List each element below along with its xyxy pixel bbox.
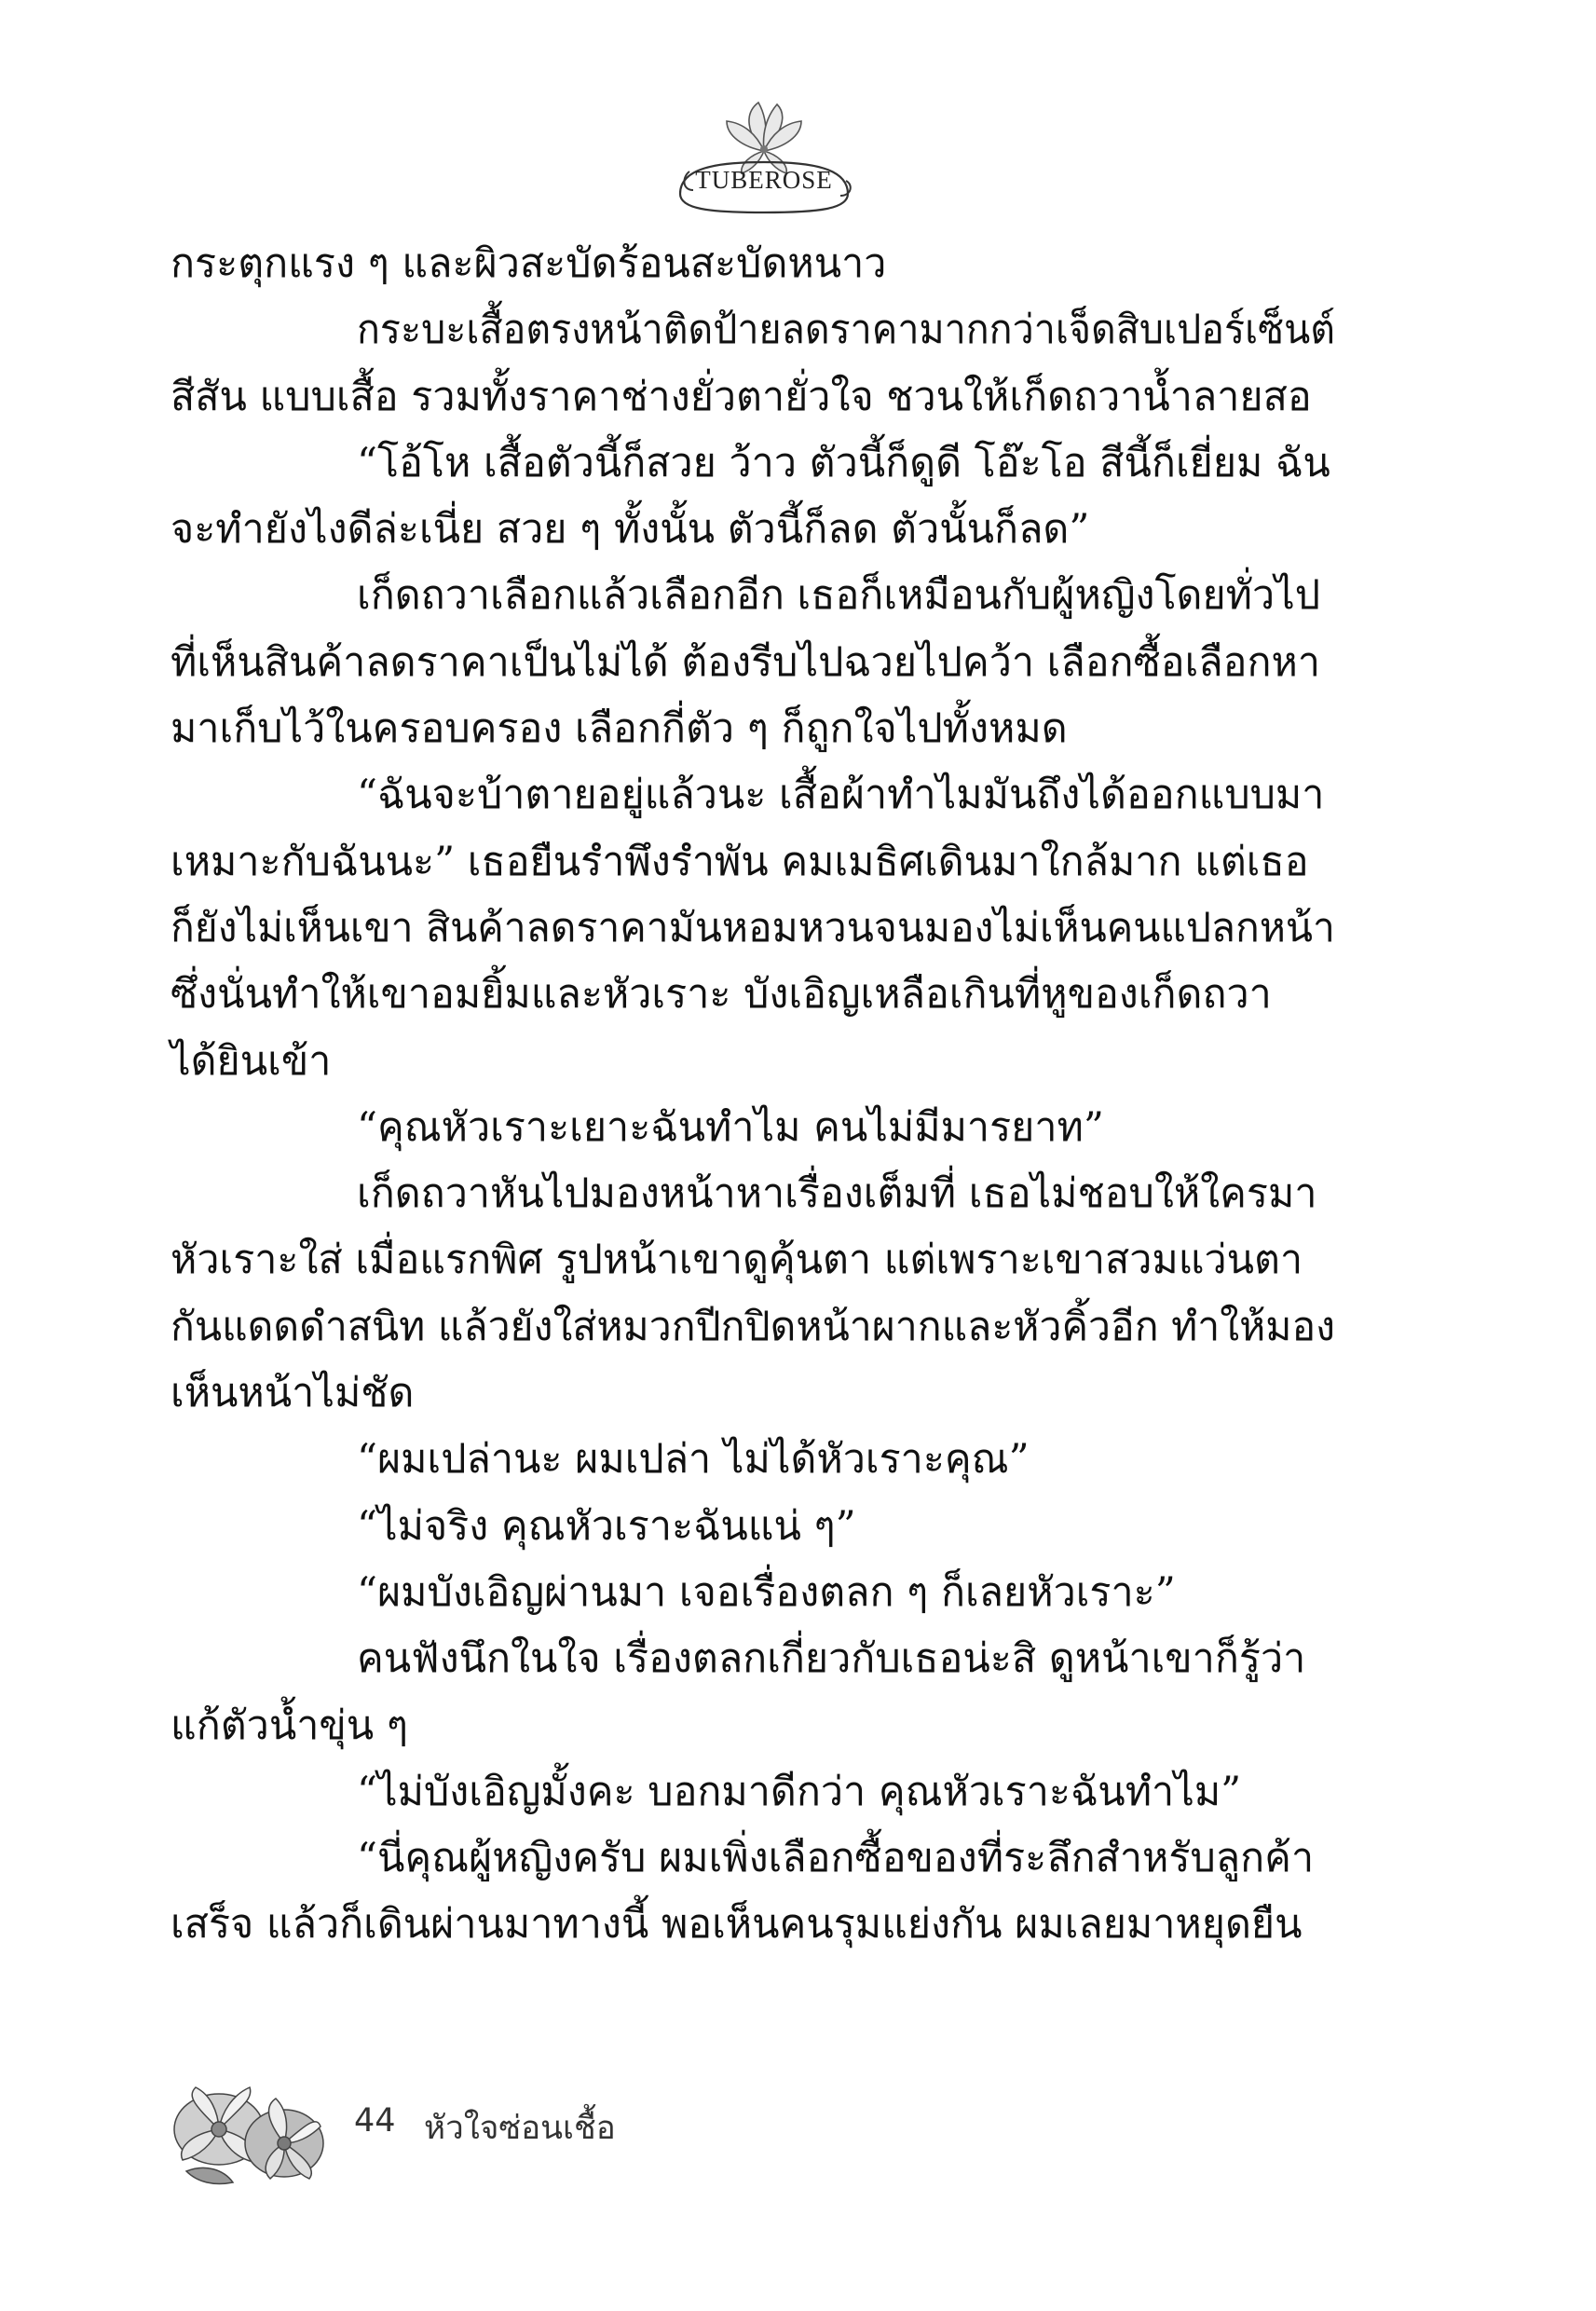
text-line: “ไม่บังเอิญมั้งคะ บอกมาดีกว่า คุณหัวเราะฉันทำไม” — [357, 1768, 1242, 1815]
text-line: “ผมเปล่านะ ผมเปล่า ไม่ได้หัวเราะคุณ” — [357, 1436, 1030, 1484]
text-line: ก็ยังไม่เห็นเขา สินค้าลดราคามันหอมหวนจนมองไม่เห็นคนแปลกหน้า — [171, 904, 1335, 951]
tuberose-flower-icon — [662, 93, 866, 214]
text-line: เหมาะกับฉันนะ” เธอยืนรำพึงรำพัน คมเมธิศเดินมาใกล้มาก แต่เธอ — [171, 838, 1309, 885]
page-footer — [168, 2078, 820, 2190]
tuberose-logo — [662, 93, 866, 214]
text-line: มาเก็บไว้ในครอบครอง เลือกกี่ตัว ๆ ก็ถูกใจไปทั้งหมด — [171, 705, 1068, 753]
body-text — [171, 231, 1335, 1959]
text-line: “นี่คุณผู้หญิงครับ ผมเพิ่งเลือกซื้อของที่ระลึกสำหรับลูกค้า — [357, 1835, 1315, 1882]
text-line: เก็ดถวาเลือกแล้วเลือกอีก เธอก็เหมือนกับผู้หญิงโดยทั่วไป — [357, 572, 1321, 620]
text-line: ได้ยินเข้า — [171, 1037, 332, 1085]
text-line: เห็นหน้าไม่ชัด — [171, 1370, 415, 1417]
page-number: 44 — [354, 2102, 396, 2140]
text-line: หัวเราะใส่ เมื่อแรกพิศ รูปหน้าเขาดูคุ้นตา แต่เพราะเขาสวมแว่นตา — [171, 1237, 1303, 1284]
text-line: เสร็จ แล้วก็เดินผ่านมาทางนี้ พอเห็นคนรุมแย่งกัน ผมเลยมาหยุดยืน — [171, 1901, 1303, 1949]
text-line: ที่เห็นสินค้าลดราคาเป็นไม่ได้ ต้องรีบไปฉวยไปคว้า เลือกซื้อเลือกหา — [171, 638, 1320, 686]
text-line: ซึ่งนั่นทำให้เขาอมยิ้มและหัวเราะ บังเอิญเหลือเกินที่หูของเก็ดถวา — [171, 971, 1272, 1019]
text-line: แก้ตัวน้ำขุ่น ๆ — [171, 1702, 408, 1749]
flower-decoration-icon — [168, 2078, 331, 2190]
text-line: สีสัน แบบเสื้อ รวมทั้งราคาช่างยั่วตายั่วใจ ชวนให้เก็ดถวาน้ำลายสอ — [171, 373, 1312, 420]
text-line: “ไม่จริง คุณหัวเราะฉันแน่ ๆ” — [357, 1502, 856, 1550]
text-line: “คุณหัวเราะเยาะฉันทำไม คนไม่มีมารยาท” — [357, 1103, 1104, 1151]
text-line: คนฟังนึกในใจ เรื่องตลกเกี่ยวกับเธอน่ะสิ ดูหน้าเขาก็รู้ว่า — [357, 1635, 1306, 1683]
text-line: จะทำยังไงดีล่ะเนี่ย สวย ๆ ทั้งนั้น ตัวนี้ก็ลด ตัวนั้นก็ลด” — [171, 506, 1090, 554]
text-line: “ผมบังเอิญผ่านมา เจอเรื่องตลก ๆ ก็เลยหัวเราะ” — [357, 1568, 1176, 1616]
text-line: “โอ้โห เสื้อตัวนี้ก็สวย ว้าว ตัวนี้ก็ดูดี โอ๊ะโอ สีนี้ก็เยี่ยม ฉัน — [357, 439, 1330, 486]
text-line: กันแดดดำสนิท แล้วยังใส่หมวกปีกปิดหน้าผากและหัวคิ้วอีก ทำให้มอง — [171, 1303, 1335, 1350]
book-title: หัวใจซ่อนเชื้อ — [424, 2110, 616, 2147]
text-line: กระตุกแรง ๆ และผิวสะบัดร้อนสะบัดหนาว — [171, 240, 887, 287]
logo-text: TUBEROSE — [695, 166, 833, 194]
text-line: “ฉันจะบ้าตายอยู่แล้วนะ เสื้อผ้าทำไมมันถึงได้ออกแบบมา — [357, 772, 1325, 819]
text-line: เก็ดถวาหันไปมองหน้าหาเรื่องเต็มที่ เธอไม่ชอบให้ใครมา — [357, 1170, 1317, 1218]
text-line: กระบะเสื้อตรงหน้าติดป้ายลดราคามากกว่าเจ็ดสิบเปอร์เซ็นต์ — [357, 307, 1335, 354]
